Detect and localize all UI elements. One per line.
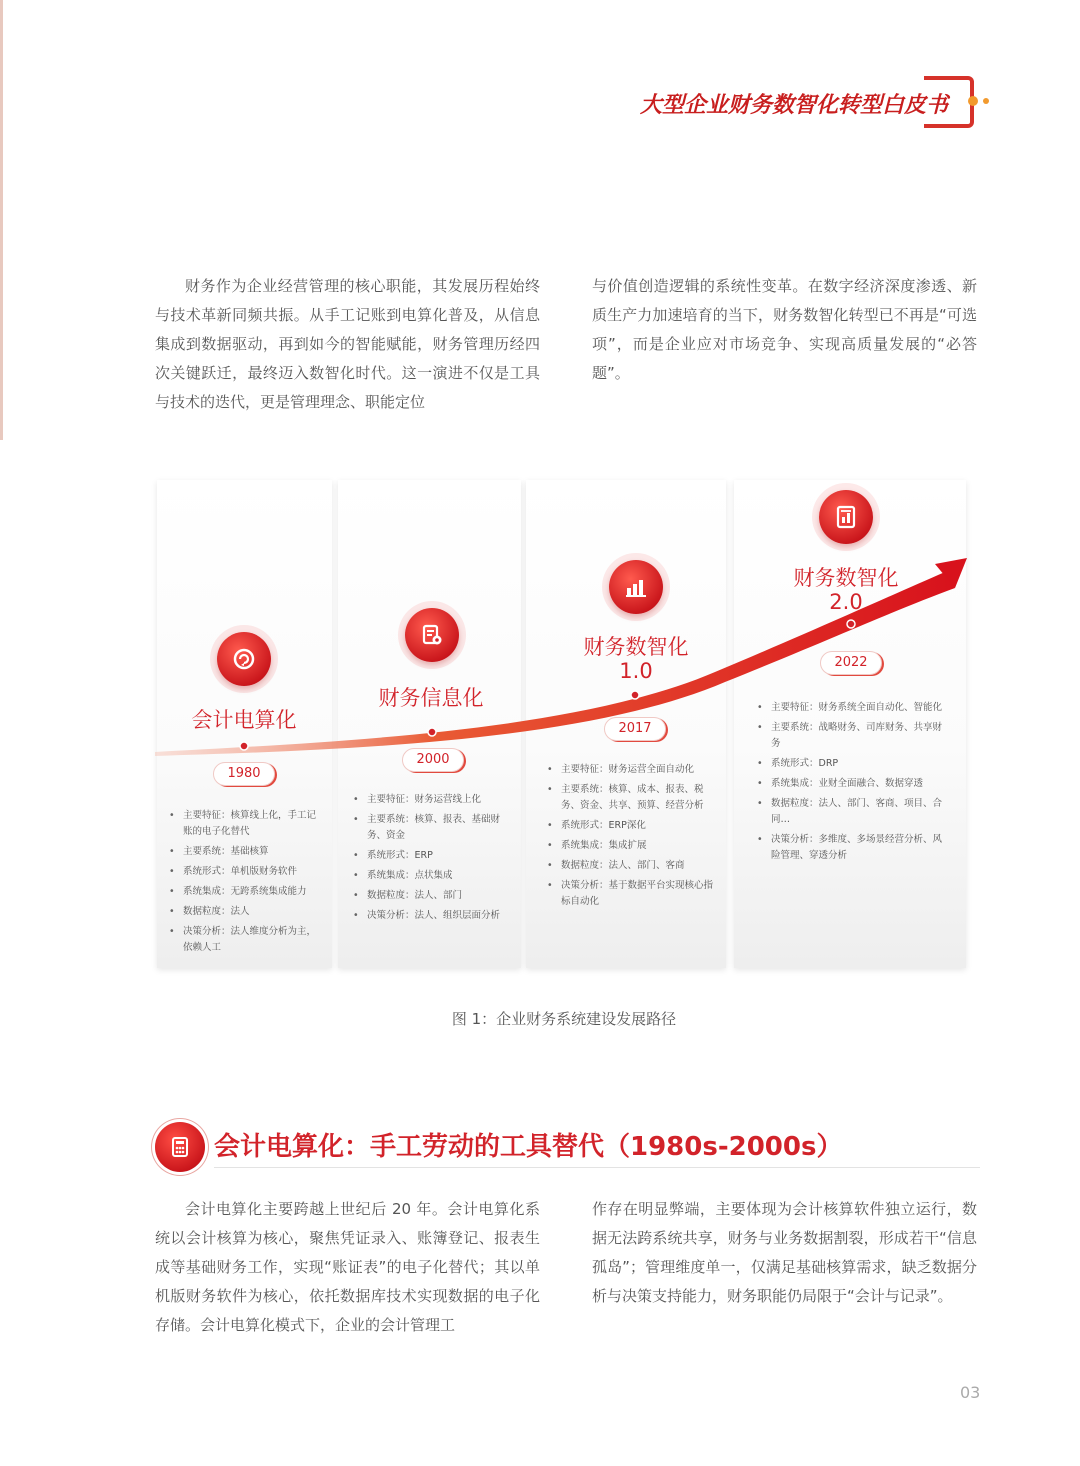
stage-2-bullet: • 主要系统：核算、报表、基础财务、资金 <box>351 812 511 844</box>
brand-logo-dot-small <box>983 98 989 104</box>
development-path-figure <box>155 480 970 970</box>
stage-2-bullet: • 主要特征：财务运营线上化 <box>351 792 511 808</box>
intro-text-left: 财务作为企业经营管理的核心职能，其发展历程始终与技术革新同频共振。从手工记账到电算化普及，从信息集成到数据驱动，再到如今的智能赋能，财务管理历经四次关键跃迁，最终迈入数智化时代。这一演进不仅是工具与技术的迭代，更是管理理念、职能定位 <box>155 277 540 411</box>
stage-title-4 <box>779 566 913 614</box>
stage-4-bullet: • 数据粒度：法人、部门、客商、项目、合同… <box>755 796 947 828</box>
intro-paragraph-left <box>155 272 540 417</box>
stage-title-2-line1: 财务信息化 <box>378 686 484 710</box>
stage-3-bullet: • 主要系统：核算、成本、报表、税务、资金、共享、预算、经营分析 <box>545 782 715 814</box>
stage-2-bullet: • 数据粒度：法人、部门 <box>351 888 511 904</box>
stage-year-3: 2017 <box>604 717 666 741</box>
document-settings-icon <box>405 608 459 662</box>
stage-2-bullet: • 系统集成：点状集成 <box>351 868 511 884</box>
stage-4-bullet: • 主要系统：战略财务、司库财务、共享财务 <box>755 720 947 752</box>
bar-chart-icon <box>609 560 663 614</box>
stage-title-3 <box>569 635 703 683</box>
section-paragraph-left <box>155 1195 540 1340</box>
stage-3-bullet: • 系统形式：ERP深化 <box>545 818 715 834</box>
stage-3-bullet: • 主要特征：财务运营全面自动化 <box>545 762 715 778</box>
report-chart-icon <box>819 490 873 544</box>
section-divider <box>214 1167 980 1168</box>
stage-2-bullet: • 系统形式：ERP <box>351 848 511 864</box>
stage-4-bullet: • 主要特征：财务系统全面自动化、智能化 <box>755 700 947 716</box>
brand-logo-dot <box>968 96 978 106</box>
stage-4-bullet: • 决策分析：多维度、多场景经营分析、风险管理、穿透分析 <box>755 832 947 864</box>
stage-3-bullet: • 决策分析：基于数据平台实现核心指标自动化 <box>545 878 715 910</box>
stage-bullets-4 <box>755 700 947 868</box>
stage-title-2 <box>369 686 493 710</box>
figure-caption: 图 1：企业财务系统建设发展路径 <box>451 1010 677 1028</box>
stage-1-bullet: • 系统形式：单机版财务软件 <box>167 864 325 880</box>
stage-title-1-line1: 会计电算化 <box>191 708 297 732</box>
section-title: 会计电算化：手工劳动的工具替代（1980s-2000s） <box>214 1132 843 1162</box>
stage-1-bullet: • 决策分析：法人维度分析为主，依赖人工 <box>167 924 325 956</box>
intro-paragraph-right <box>592 272 977 388</box>
refresh-coin-icon <box>217 632 271 686</box>
stage-1-bullet: • 系统集成：无跨系统集成能力 <box>167 884 325 900</box>
stage-title-4-line1: 财务数智化 <box>793 566 899 590</box>
calculator-icon <box>155 1122 205 1172</box>
intro-text-right: 与价值创造逻辑的系统性变革。在数字经济深度渗透、新质生产力加速培育的当下，财务数智化转型已不再是“可选项”，而是企业应对市场竞争、实现高质量发展的“必答题”。 <box>592 277 977 382</box>
section-paragraph-right <box>592 1195 977 1311</box>
stage-bullets-3 <box>545 762 715 914</box>
stage-title-1 <box>185 708 303 732</box>
stage-3-bullet: • 数据粒度：法人、部门、客商 <box>545 858 715 874</box>
stage-year-1: 1980 <box>213 762 275 786</box>
stage-4-bullet: • 系统集成：业财全面融合、数据穿透 <box>755 776 947 792</box>
stage-2-bullet: • 决策分析：法人、组织层面分析 <box>351 908 511 924</box>
stage-title-4-line2: 2.0 <box>829 590 863 614</box>
stage-1-bullet: • 数据粒度：法人 <box>167 904 325 920</box>
stage-3-bullet: • 系统集成：集成扩展 <box>545 838 715 854</box>
stage-1-bullet: • 主要特征：核算线上化，手工记账的电子化替代 <box>167 808 325 840</box>
stage-bullets-1 <box>167 808 325 960</box>
section-text-left: 会计电算化主要跨越上世纪后 20 年。会计电算化系统以会计核算为核心，聚焦凭证录入、账簿登记、报表生成等基础财务工作，实现“账证表”的电子化替代；其以单机版财务软件为核心，依托数据库技术实现数据的电子化存储。会计电算化模式下，企业的会计管理工 <box>155 1200 540 1334</box>
stage-title-3-line1: 财务数智化 <box>583 635 689 659</box>
brand-logo-bracket <box>924 76 974 128</box>
brand-title: 大型企业财务数智化转型白皮书 <box>640 93 949 118</box>
stage-title-3-line2: 1.0 <box>619 659 653 683</box>
stage-1-bullet: • 主要系统：基础核算 <box>167 844 325 860</box>
page-number: 03 <box>960 1383 981 1402</box>
page-edge-line <box>0 0 3 440</box>
stage-year-2: 2000 <box>402 748 464 772</box>
stage-4-bullet: • 系统形式：DRP <box>755 756 947 772</box>
section-text-right: 作存在明显弊端，主要体现为会计核算软件独立运行，数据无法跨系统共享，财务与业务数据割裂，形成若干“信息孤岛”；管理维度单一，仅满足基础核算需求，缺乏数据分析与决策支持能力，财务职能仍局限于“会计与记录”。 <box>592 1200 977 1305</box>
stage-bullets-2 <box>351 792 511 928</box>
stage-year-4: 2022 <box>820 651 882 675</box>
